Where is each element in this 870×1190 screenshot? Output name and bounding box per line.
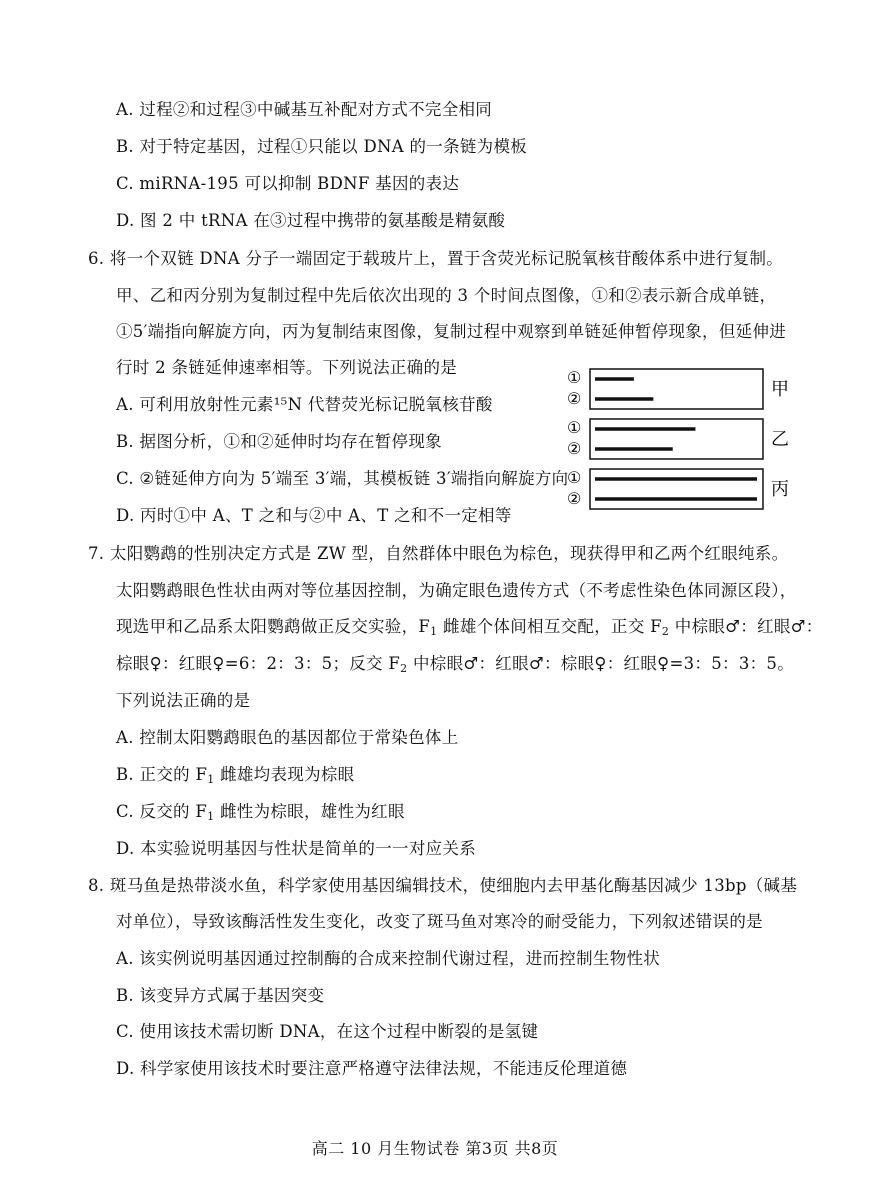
q7-stem-line-4 [116,653,794,680]
panel-jia-frame [590,369,763,409]
q8-stem-line-1: 8. 斑马鱼是热带淡水鱼，科学家使用基因编辑技术，使细胞内去甲基化酶基因减少 13bp（碱基 [88,876,798,895]
q7-stem-line-1: 7. 太阳鹦鹉的性别决定方式是 ZW 型，自然群体中眼色为棕色，现获得甲和乙两个红眼纯系。 [88,544,789,563]
q7-option-a: A. 控制太阳鹦鹉眼色的基因都位于常染色体上 [116,728,459,747]
q6-option-d: D. 丙时①中 A、T 之和与②中 A、T 之和不一定相等 [116,506,512,525]
panel-bing-label: 丙 [771,479,789,500]
q7-option-c-sub: 1 [207,810,215,823]
panel-yi-frame [590,419,763,459]
panel-bing-frame [590,469,763,509]
q7-stem-line-3 [116,616,823,643]
panel-bing [567,468,789,509]
panel-yi-strand2-label: ② [567,439,582,458]
q5-option-a: A. 过程②和过程③中碱基互补配对方式不完全相同 [116,100,493,119]
q6-option-a-text-2: N 代替荧光标记脱氧核苷酸 [287,395,493,414]
q7-option-b-text-1: B. 正交的 F [116,765,208,784]
panel-yi [567,418,789,459]
q8-option-a: A. 该实例说明基因通过控制酶的合成来控制代谢过程，进而控制生物性状 [116,949,661,968]
panel-yi-label: 乙 [771,429,789,450]
q6-option-c: C. ②链延伸方向为 5′端至 3′端，其模板链 3′端指向解旋方向 [116,469,569,488]
q7-option-b-sub: 1 [207,773,215,786]
panel-bing-strand2-label: ② [567,489,582,508]
q8-option-d: D. 科学家使用该技术时要注意严格遵守法律法规，不能违反伦理道德 [116,1059,628,1078]
q7-stem-line-4-sub: 2 [400,662,408,675]
page-footer: 高二 10 月生物试卷 第3页 共8页 [311,1139,559,1158]
q7-option-c-text-1: C. 反交的 F [116,802,208,821]
q5-option-b: B. 对于特定基因，过程①只能以 DNA 的一条链为模板 [116,137,528,156]
panel-jia [567,368,789,409]
q7-stem-line-3-sub-1: 1 [430,625,438,638]
q7-option-b [116,764,354,791]
q7-stem-line-3-text-1: 现选甲和乙品系太阳鹦鹉做正反交实验，F [116,617,431,636]
q6-stem-line-2: 甲、乙和丙分别为复制过程中先后依次出现的 3 个时间点图像，①和②表示新合成单链， [116,286,777,305]
q7-stem-line-5: 下列说法正确的是 [116,691,251,710]
q7-stem-line-4-text-1: 棕眼♀：红眼♀=6：2：3：5；反交 F [116,654,401,673]
q5-option-d: D. 图 2 中 tRNA 在③过程中携带的氨基酸是精氨酸 [116,211,506,230]
q7-stem-line-3-text-3: 中棕眼♂：红眼♂： [669,617,823,636]
q7-option-d: D. 本实验说明基因与性状是简单的一一对应关系 [116,839,477,858]
panel-jia-label: 甲 [771,379,789,400]
q7-stem-line-4-text-2: 中棕眼♂：红眼♂：棕眼♀：红眼♀=3：5：3：5。 [407,654,795,673]
q6-option-a-text-1: A. 可利用放射性元素 [116,395,274,414]
panel-jia-strand2-label: ② [567,389,582,408]
panel-bing-strand1-label: ① [567,468,582,487]
q6-stem-line-1: 6. 将一个双链 DNA 分子一端固定于载玻片上，置于含荧光标记脱氧核苷酸体系中进行复制。 [88,249,784,268]
q7-stem-line-3-sub-2: 2 [661,625,670,638]
q8-option-c: C. 使用该技术需切断 DNA，在这个过程中断裂的是氢键 [116,1022,539,1041]
q8-stem-line-2: 对单位），导致该酶活性发生变化，改变了斑马鱼对寒冷的耐受能力，下列叙述错误的是 [116,912,763,931]
q6-stem-line-3: ①5′端指向解旋方向，丙为复制结束图像，复制过程中观察到单链延伸暂停现象，但延伸进 [116,322,787,341]
q6-replication-figure [565,366,795,516]
panel-yi-strand1-label: ① [567,418,582,437]
q5-option-c: C. miRNA-195 可以抑制 BDNF 基因的表达 [116,174,460,193]
q6-stem-line-4: 行时 2 条链延伸速率相等。下列说法正确的是 [116,358,458,377]
q7-option-c-text-2: 雌性为棕眼，雄性为红眼 [214,802,405,821]
q7-option-c [116,801,405,828]
q6-option-a-isotope: ¹⁵ [273,395,288,414]
q6-option-b: B. 据图分析，①和②延伸时均存在暂停现象 [116,432,442,451]
q6-option-a [116,394,493,416]
panel-jia-strand1-label: ① [567,368,582,387]
q7-option-b-text-2: 雌雄均表现为棕眼 [214,765,355,784]
q7-stem-line-2: 太阳鹦鹉眼色性状由两对等位基因控制，为确定眼色遗传方式（不考虑性染色体同源区段）， [116,581,797,600]
q6-replication-svg [565,366,795,516]
q7-stem-line-3-text-2: 雌雄个体间相互交配，正交 F [437,617,662,636]
q8-option-b: B. 该变异方式属于基因突变 [116,986,325,1005]
